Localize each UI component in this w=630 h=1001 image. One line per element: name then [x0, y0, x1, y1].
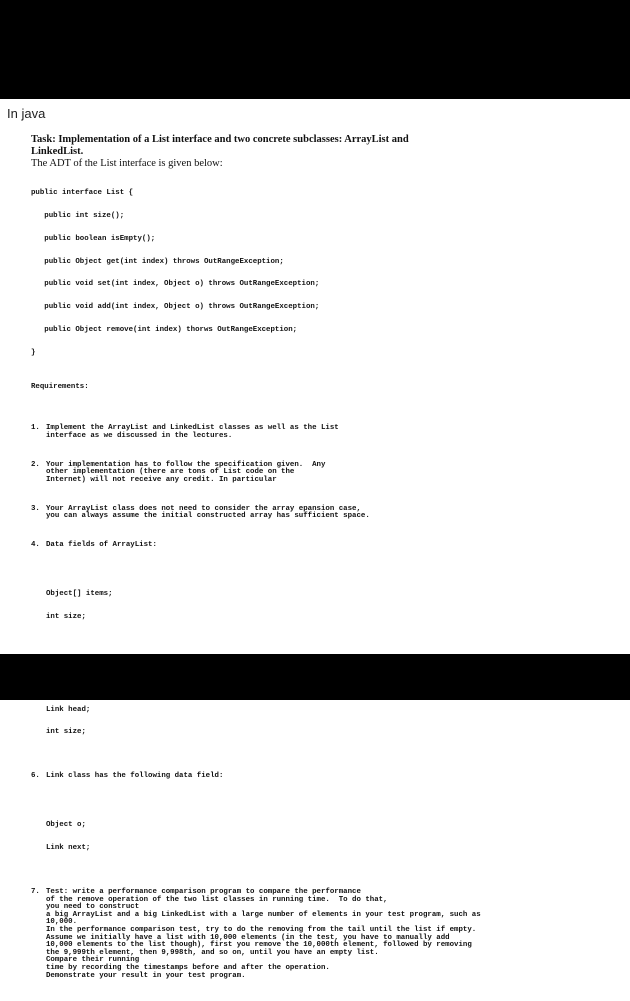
bottom-black-bar	[0, 654, 630, 700]
requirement-item	[31, 542, 603, 550]
requirement-text: Test: write a performance comparison program to compare the performance of the remove operation of the two list classes in running time. To do that, you need to construct a big ArrayList and a big LinkedList with a large number of elements in your test program, such as 10,000. In the performance comparison test, try to do the removing from the tail until the list if empty. Assume we initially have a list with 10,000 elements (in the test, you have to manually add 10,000 elements to the list though), first you remove the 10,000th element, followed by removing the 9,999th element, then 9,998th, and so on, until you have an empty list. Compare their running time by recording the timestamps before and after the operation. Demonstrate your result in your test program.	[46, 888, 481, 980]
code-line: Link next;	[46, 844, 91, 853]
code-line: public void set(int index, Object o) throws OutRangeException;	[31, 280, 320, 289]
requirement-code	[46, 576, 603, 637]
code-line: public interface List {	[31, 189, 134, 198]
adt-description: The ADT of the List interface is given below:	[31, 158, 223, 169]
code-line: }	[31, 348, 36, 357]
requirement-text: Your ArrayList class does not need to consider the array epansion case, you can always assume the initial constructed array has sufficient space.	[46, 504, 370, 521]
requirement-number: 6.	[31, 772, 40, 781]
requirement-item	[31, 506, 603, 521]
question-text: In java	[7, 106, 46, 121]
code-line: Object[] items;	[46, 589, 113, 598]
requirements-list	[31, 410, 603, 1001]
requirement-text: Data fields of ArrayList:	[46, 540, 157, 549]
requirement-number: 4.	[31, 540, 40, 549]
requirement-number: 3.	[31, 504, 40, 513]
code-line: public Object remove(int index) thorws OutRangeException;	[31, 325, 298, 334]
code-line: public Object get(int index) throws OutRangeException;	[31, 257, 284, 266]
interface-code	[31, 175, 603, 372]
code-line: Link head;	[46, 705, 91, 714]
requirement-code	[46, 807, 603, 868]
requirement-text: Your implementation has to follow the specification given. Any other implementation (there are tons of List code on the Internet) will not receive any credit. In particular	[46, 460, 326, 484]
requirement-item	[31, 425, 603, 440]
document-image	[31, 134, 603, 1001]
requirements-heading: Requirements:	[31, 383, 89, 392]
code-line: Object o;	[46, 821, 86, 830]
requirement-item	[31, 889, 603, 980]
code-line: int size;	[46, 728, 86, 737]
requirement-item	[31, 773, 603, 781]
task-title: Task: Implementation of a List interface and two concrete subclasses: ArrayList and LinkedList.	[31, 134, 409, 157]
top-black-bar	[0, 0, 630, 99]
requirement-code	[46, 691, 603, 752]
requirement-text: Link class has the following data field:	[46, 772, 224, 781]
code-line: public void add(int index, Object o) throws OutRangeException;	[31, 303, 320, 312]
requirement-number: 2.	[31, 460, 40, 469]
requirement-number: 7.	[31, 888, 40, 897]
code-line: public int size();	[31, 211, 125, 220]
requirement-text: Implement the ArrayList and LinkedList classes as well as the List interface as we discussed in the lectures.	[46, 424, 339, 440]
code-line: int size;	[46, 612, 86, 621]
requirement-item	[31, 462, 603, 485]
requirement-number: 1.	[31, 424, 40, 433]
code-line: public boolean isEmpty();	[31, 234, 156, 243]
